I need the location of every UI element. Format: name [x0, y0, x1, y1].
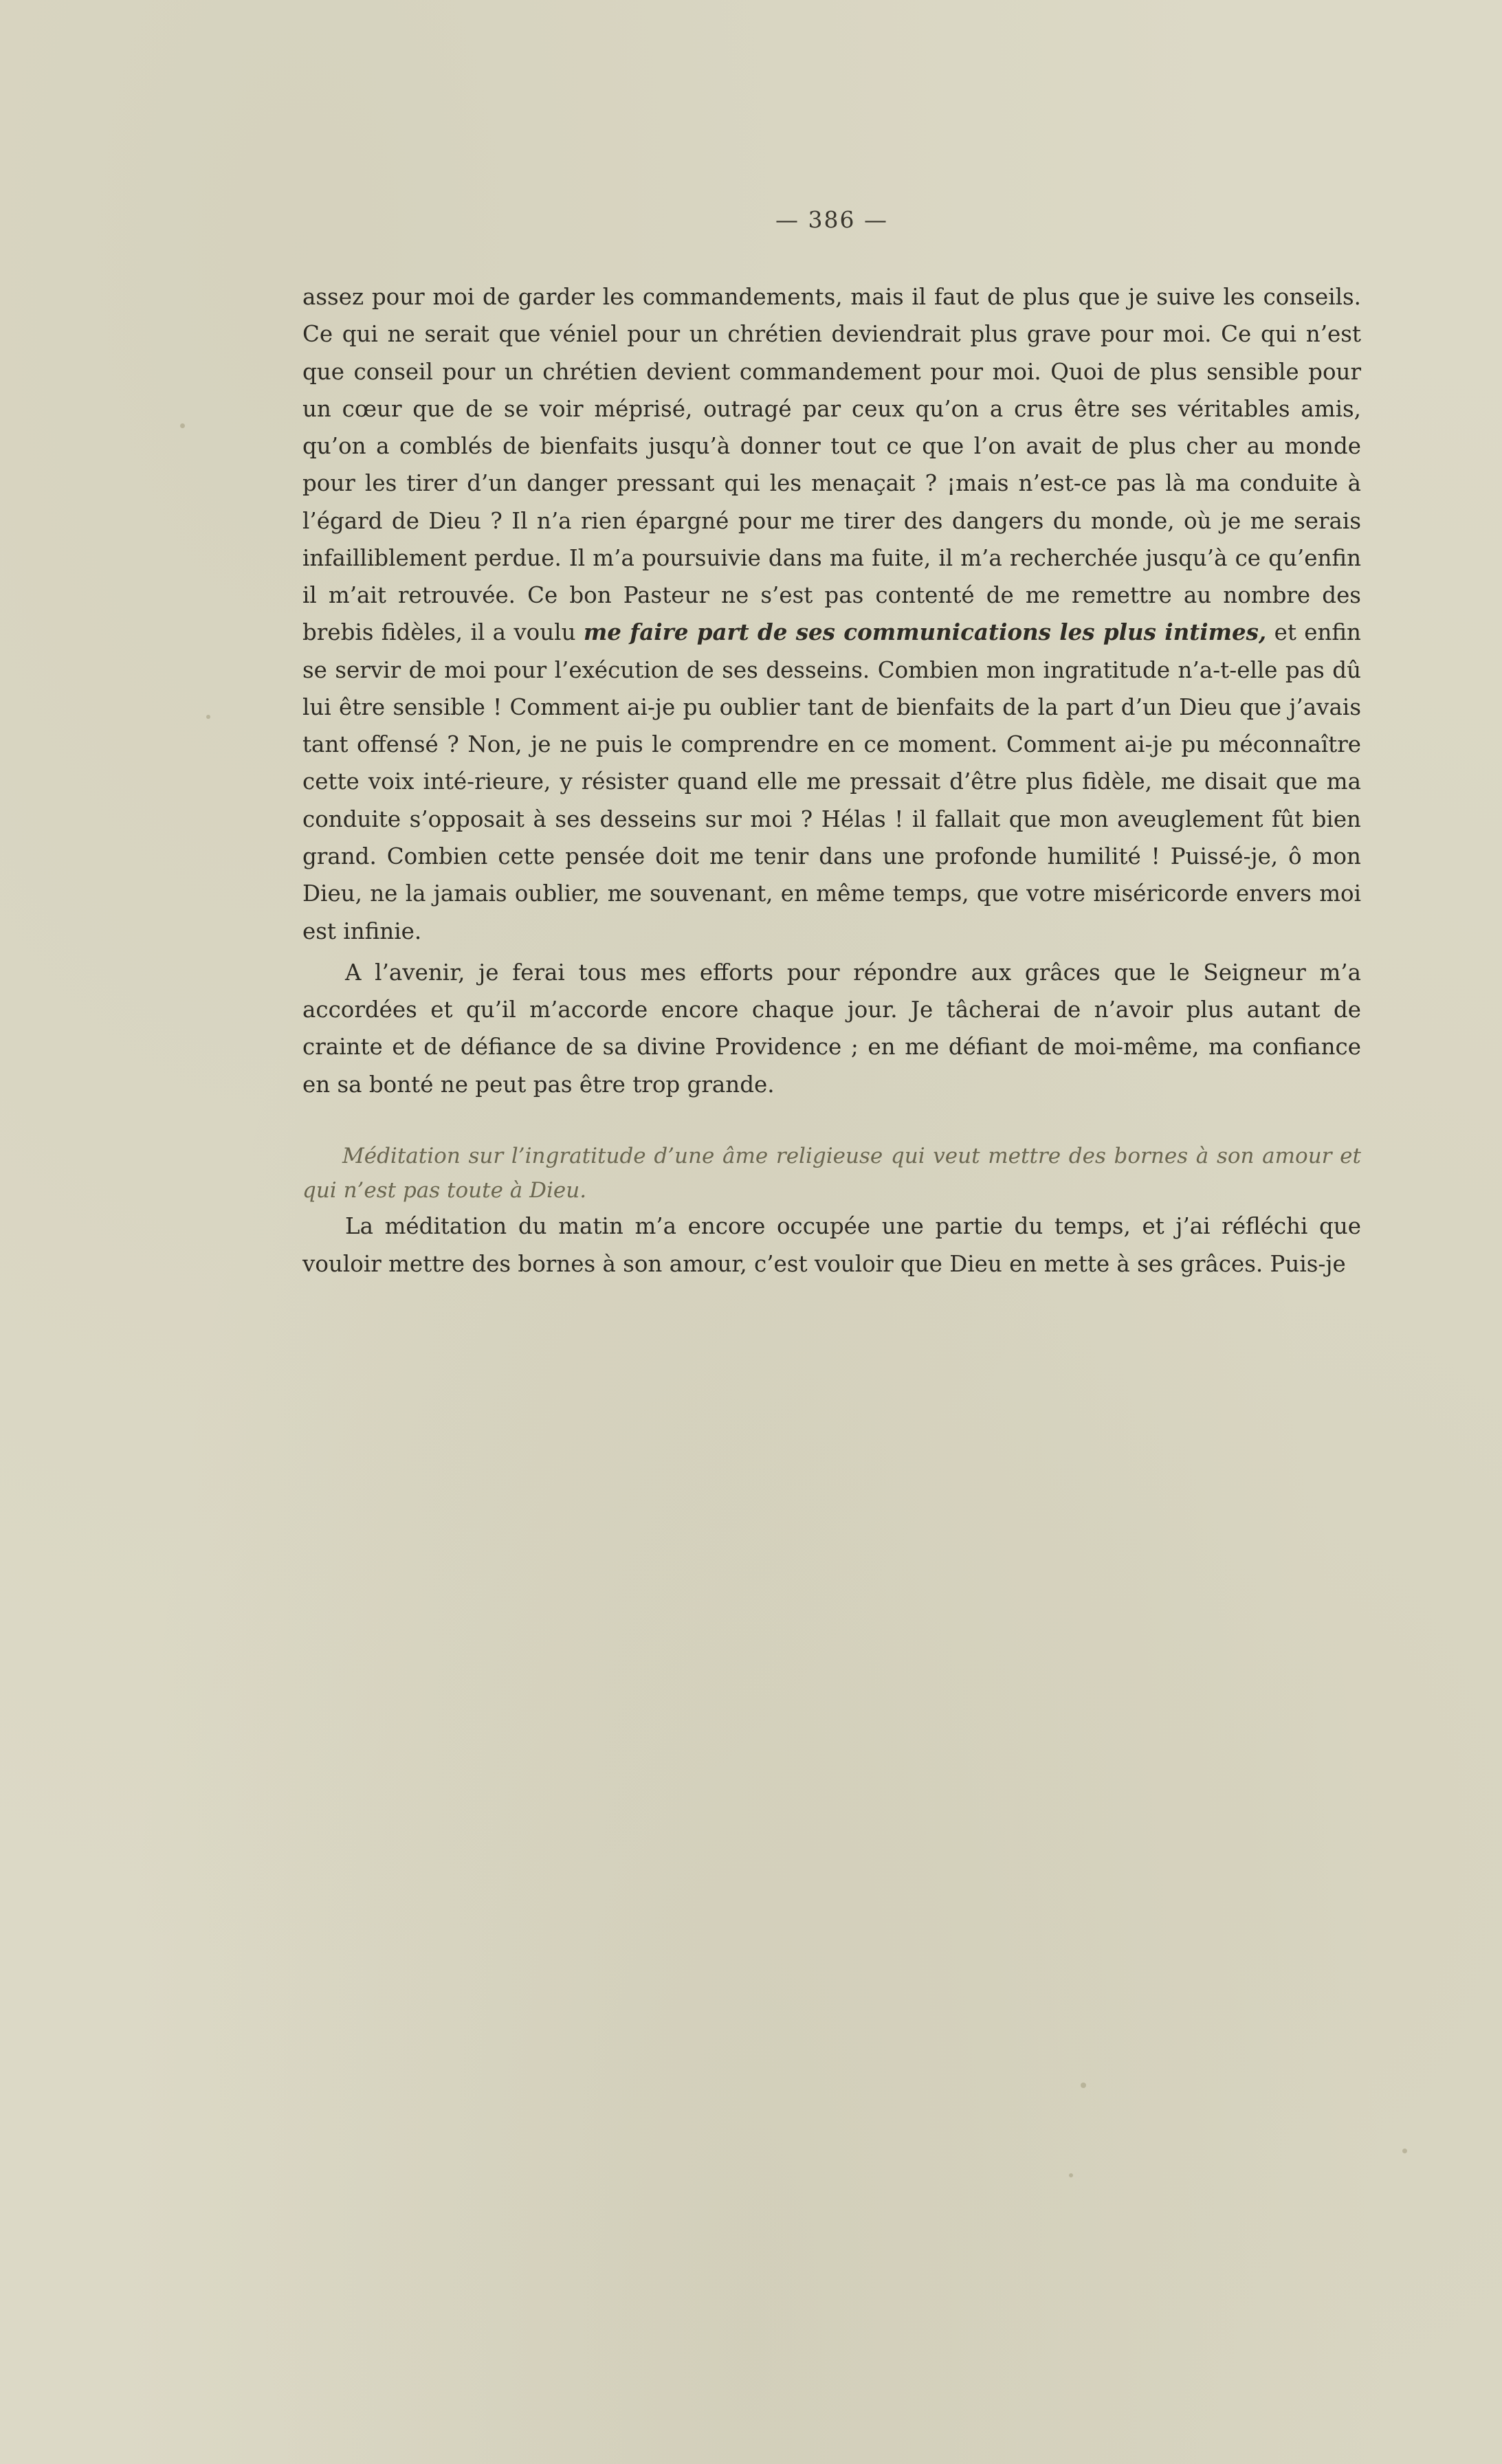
paragraph-body: A l’avenir, je ferai tous mes efforts pour répondre aux grâces que le Seigneur m’a accordées et qu’il m’accorde encore chaque jour. Je tâcherai de n’avoir plus autant de crainte et de défiance de sa divine Providence ; en me défiant de moi-même, ma confiance en sa bonté ne peut pas être trop grande. — [302, 959, 1361, 1098]
paper-speck — [1402, 2149, 1407, 2153]
paragraph-body — [302, 278, 1361, 950]
paragraph-text-part-2: et enfin se servir de moi pour l’exécution de ses desseins. Combien mon ingratitude n’a-t-elle pas dû lui être sensible ! Comment ai-je pu oublier tant de bienfaits de la part d’un Dieu que j’avais tant offensé ? Non, je ne puis le comprendre en ce moment. Comment ai-je pu méconnaître cette voix inté-rieure, y résister quand elle me pressait d’être plus fidèle, me disait que ma conduite s’opposait à ses desseins sur moi ? Hélas ! il fallait que mon aveuglement fût bien grand. Combien cette pensée doit me tenir dans une profonde humilité ! Puissé-je, ô mon Dieu, ne la jamais oublier, me souvenant, en même temps, que votre miséricorde envers moi est infinie. — [302, 619, 1361, 944]
paper-speck — [206, 715, 210, 719]
text-column — [302, 206, 1361, 1283]
paper-speck — [1069, 2173, 1073, 2177]
paper-speck — [180, 423, 185, 428]
paragraph-emphasis: me faire part de ses communications les plus intimes, — [583, 619, 1267, 646]
paragraph-text-part-1: assez pour moi de garder les commandements, mais il faut de plus que je suive les conseils. Ce qui ne serait que véniel pour un chrétien deviendrait plus grave pour moi. Ce qui n’est que conseil pour un chrétien devient commandement pour moi. Quoi de plus sensible pour un cœur que de se voir méprisé, outragé par ceux qu’on a crus être ses véritables amis, qu’on a comblés de bienfaits jusqu’à donner tout ce que l’on avait de plus cher au monde pour les tirer d’un danger pressant qui les menaçait ? ¡mais n’est-ce pas là ma conduite à l’égard de Dieu ? Il n’a rien épargné pour me tirer des dangers du monde, où je me serais infailliblement perdue. Il m’a poursuivie dans ma fuite, il m’a recherchée jusqu’à ce qu’enfin il m’ait retrouvée. Ce bon Pasteur ne s’est pas contenté de me remettre au nombre des brebis fidèles, il a voulu — [302, 284, 1361, 646]
paragraph-body-closing: La méditation du matin m’a encore occupée une partie du temps, et j’ai réfléchi que vouloir mettre des bornes à son amour, c’est vouloir que Dieu en mette à ses grâces. Puis-je — [302, 1213, 1361, 1277]
section-heading: Méditation sur l’ingratitude d’une âme religieuse qui veut mettre des bornes à son amour et qui n’est pas toute à Dieu. — [302, 1143, 1361, 1203]
page-number: — 386 — — [775, 206, 888, 233]
paper-speck — [1081, 2083, 1086, 2088]
